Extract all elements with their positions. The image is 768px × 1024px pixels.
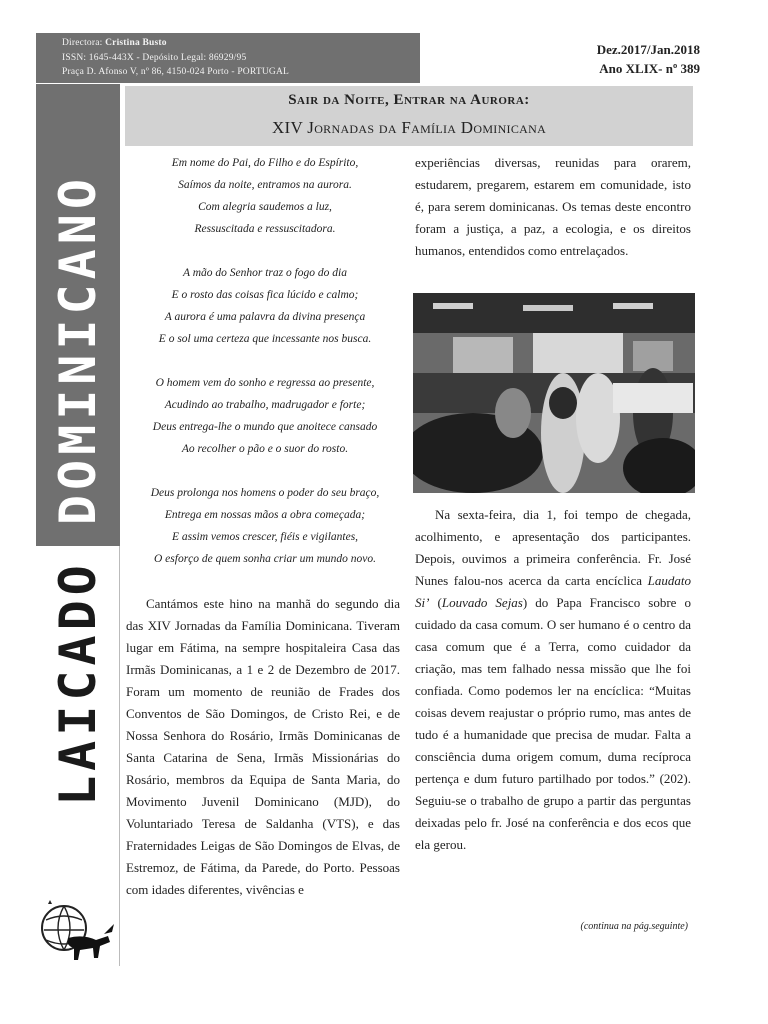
poem-line: Deus prolonga nos homens o poder do seu braço, [150,487,380,499]
poem-stanza [126,482,404,570]
poem-line: Ao recolher o pão e o suor do rosto. [181,443,349,455]
poem-line: Ressuscitada e ressuscitadora. [194,223,336,235]
article-title [125,86,693,146]
masthead-info [36,33,420,83]
publication-title-word2: DOMINICANO [49,174,107,526]
article-title-line2: XIV Jornadas da Família Dominicana [271,118,547,137]
director-label: Directora: [62,38,103,48]
poem-line: E assim vemos crescer, fiéis e vigilantes, [171,531,359,543]
issn-line: ISSN: 1645-443X - Depósito Legal: 86929/95 [62,52,247,63]
issue-date: Dez.2017/Jan.2018 [596,42,700,57]
publication-title [49,174,107,806]
encyclical-title: Laudato Si’ [415,573,691,610]
event-photo [413,293,695,493]
poem-line: Entrega em nossas mãos a obra começada; [164,509,366,521]
issue-info [597,40,700,78]
body-paragraph [415,504,691,856]
body-paragraph-continued: experiências diversas, reunidas para orarem, estudarem, pregarem, estarem em comunidade, isto é, para serem dominicanas. Os temas deste encontro foram a justiça, a paz, a ecologia, e os direitos humanos, entendidos como entrelaçados. [415,155,691,258]
poem-stanza [126,262,404,350]
hymn-poem [126,152,404,592]
body-text: ( [429,595,442,610]
poem-stanza [126,372,404,460]
poem-line: E o sol uma certeza que incessante nos busca. [158,333,372,345]
article-title-line1: Sair da Noite, Entrar na Aurora: [288,92,530,108]
poem-line: Com alegria saudemos a luz, [198,201,332,213]
continued-note: (continua na pág.seguinte) [580,921,688,932]
publication-title-word1: LAICADO [49,560,107,806]
poem-line: Deus entrega-lhe o mundo que anoitece cansado [152,421,378,433]
dominican-dog-logo-icon [38,898,116,968]
poem-line: Acudindo ao trabalho, madrugador e forte; [164,399,366,411]
poem-line: A aurora é uma palavra da divina presença [164,311,366,323]
poem-line: O esforço de quem sonha criar um mundo novo. [154,553,376,565]
poem-stanza [126,152,404,240]
address-line: Praça D. Afonso V, nº 86, 4150-024 Porto - PORTUGAL [62,67,290,77]
body-paragraph: Cantámos este hino na manhã do segundo dia das XIV Jornadas da Família Dominicana. Tiveram lugar em Fátima, na sempre hospitaleira Casa das Irmãs Dominicanas, a 1 e 2 de Dezembro de 2017. Foram um momento de reunião de Frades dos Conventos de São Domingos, de Cristo Rei, e de Nossa Senhora do Rosário, Irmãs Dominicanas de Santa Catarina de Sena, Irmãs Missionárias do Rosário, membros da Equipa de Santa Maria, do Movimento Juvenil Dominicano (MJD), do Voluntariado Teresa de Saldanha (VTS), e das Fraternidades Leigas de São Domingos de Elvas, de Estremoz, de Fátima, da Parede, do Porto. Pessoas com idades diferentes, vivências e [126,596,400,897]
body-text: Na sexta-feira, dia 1, foi tempo de chegada, acolhimento, e apresentação dos participantes. Depois, ouvimos a primeira conferência. Fr. José Nunes falou-nos acerca da carta encíclica [415,507,691,588]
issue-number: Ano XLIX- nº 389 [599,61,700,76]
divider-line [119,546,120,966]
poem-line: O homem vem do sonho e regressa ao presente, [155,377,375,389]
body-text: ) do Papa Francisco sobre o cuidado da casa comum. O ser humano é o centro da casa comum que é a Terra, como cuidador da criação, mas tem falhado nessa missão que lhe foi confiada. Como podemos ler na encíclica: “Muitas coisas devem reajustar o próprio rumo, mas antes de tudo é a humanidade que precisa de mudar. Falta a consciência duma origem comum, duma recíproca pertença e dum futuro partilhado por todos.” (202). Seguiu-se o trabalho de grupo a partir das perguntas deixadas pelo fr. José na conferência e dos ecos que ela gerou. [415,595,691,852]
poem-line: A mão do Senhor traz o fogo do dia [183,267,347,279]
director-name: Cristina Busto [105,38,167,48]
poem-line: Em nome do Pai, do Filho e do Espírito, [171,157,359,169]
poem-line: Saímos da noite, entramos na aurora. [178,179,352,191]
poem-line: E o rosto das coisas fica lúcido e calmo; [171,289,359,301]
encyclical-translation: Louvado Sejas [441,595,523,610]
